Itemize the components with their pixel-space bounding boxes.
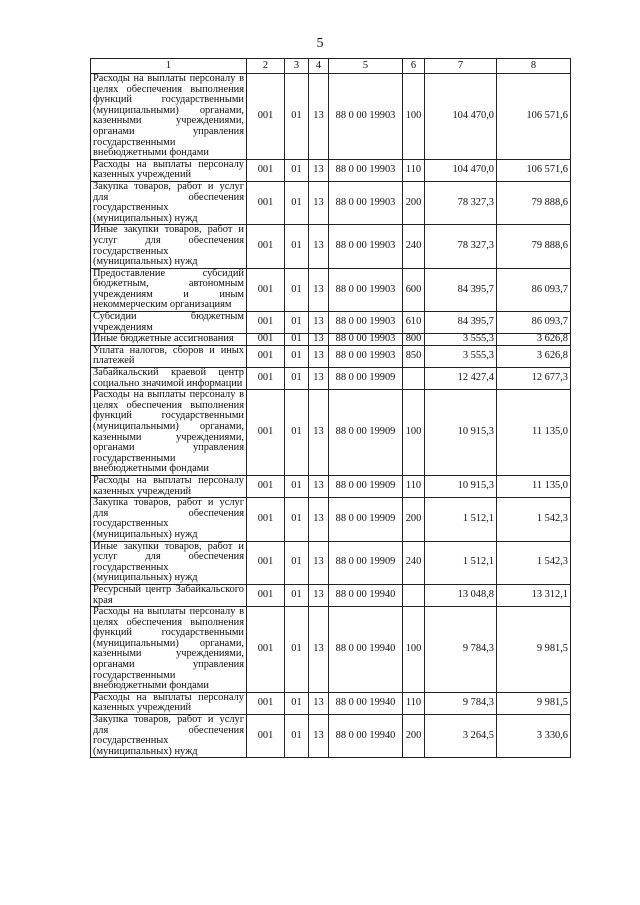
amount-year1-cell: 1 512,1 [425,498,497,541]
amount-year1-cell: 13 048,8 [425,584,497,606]
expense-type-cell: 610 [403,312,425,334]
target-article-cell: 88 0 00 19903 [329,74,403,160]
expense-type-cell: 100 [403,607,425,693]
ministry-code-cell: 001 [247,692,285,714]
table-row [91,345,571,367]
ministry-code-cell: 001 [247,607,285,693]
section-code-cell: 01 [285,607,309,693]
expense-type-cell: 110 [403,692,425,714]
section-code-cell: 01 [285,498,309,541]
expense-name-cell: Расходы на выплаты персоналу в целях обеспечения выполнения функций государственными (муниципальными) органами, казенными учреждениями, органами управления государственными внебюджетными фондами [91,74,247,160]
amount-year2-cell: 1 542,3 [497,498,571,541]
header-cell-6: 6 [403,59,425,74]
target-article-cell: 88 0 00 19903 [329,159,403,181]
expense-type-cell [403,584,425,606]
subsection-code-cell: 13 [309,390,329,476]
target-article-cell: 88 0 00 19903 [329,312,403,334]
page-number: 5 [316,36,324,51]
header-cell-7: 7 [425,59,497,74]
table-row [91,475,571,497]
expense-name-cell: Закупка товаров, работ и услуг для обеспечения государственных (муниципальных) нужд [91,715,247,758]
expense-name-cell: Закупка товаров, работ и услуг для обеспечения государственных (муниципальных) нужд [91,498,247,541]
subsection-code-cell: 13 [309,268,329,311]
amount-year1-cell: 104 470,0 [425,74,497,160]
expense-name-cell: Расходы на выплаты персоналу казенных учреждений [91,159,247,181]
target-article-cell: 88 0 00 19940 [329,715,403,758]
subsection-code-cell: 13 [309,345,329,367]
expense-name-cell: Расходы на выплаты персоналу в целях обеспечения выполнения функций государственными (муниципальными) органами, казенными учреждениями, органами управления государственными внебюджетными фондами [91,390,247,476]
target-article-cell: 88 0 00 19909 [329,368,403,390]
section-code-cell: 01 [285,368,309,390]
expense-type-cell: 800 [403,334,425,346]
header-cell-2: 2 [247,59,285,74]
header-cell-4: 4 [309,59,329,74]
ministry-code-cell: 001 [247,312,285,334]
target-article-cell: 88 0 00 19909 [329,475,403,497]
target-article-cell: 88 0 00 19909 [329,498,403,541]
section-code-cell: 01 [285,334,309,346]
section-code-cell: 01 [285,225,309,268]
expense-name-cell: Ресурсный центр Забайкальского края [91,584,247,606]
subsection-code-cell: 13 [309,181,329,224]
ministry-code-cell: 001 [247,181,285,224]
expense-type-cell: 200 [403,498,425,541]
amount-year2-cell: 3 626,8 [497,345,571,367]
amount-year2-cell: 1 542,3 [497,541,571,584]
header-cell-8: 8 [497,59,571,74]
header-cell-1: 1 [91,59,247,74]
table-row [91,607,571,693]
target-article-cell: 88 0 00 19909 [329,390,403,476]
amount-year2-cell: 86 093,7 [497,268,571,311]
expense-name-cell: Иные закупки товаров, работ и услуг для обеспечения государственных (муниципальных) нужд [91,541,247,584]
amount-year2-cell: 106 571,6 [497,159,571,181]
table-row [91,181,571,224]
table-row [91,368,571,390]
target-article-cell: 88 0 00 19940 [329,584,403,606]
amount-year2-cell: 106 571,6 [497,74,571,160]
expense-type-cell: 200 [403,181,425,224]
amount-year1-cell: 3 264,5 [425,715,497,758]
subsection-code-cell: 13 [309,498,329,541]
expense-name-cell: Закупка товаров, работ и услуг для обеспечения государственных (муниципальных) нужд [91,181,247,224]
ministry-code-cell: 001 [247,584,285,606]
table-row [91,584,571,606]
section-code-cell: 01 [285,475,309,497]
amount-year1-cell: 9 784,3 [425,692,497,714]
section-code-cell: 01 [285,390,309,476]
amount-year2-cell: 3 330,6 [497,715,571,758]
expense-type-cell: 200 [403,715,425,758]
section-code-cell: 01 [285,74,309,160]
section-code-cell: 01 [285,692,309,714]
subsection-code-cell: 13 [309,475,329,497]
amount-year1-cell: 9 784,3 [425,607,497,693]
amount-year2-cell: 9 981,5 [497,607,571,693]
table-row [91,498,571,541]
target-article-cell: 88 0 00 19903 [329,181,403,224]
target-article-cell: 88 0 00 19940 [329,692,403,714]
ministry-code-cell: 001 [247,498,285,541]
table-row [91,334,571,346]
amount-year2-cell: 12 677,3 [497,368,571,390]
table-row [91,541,571,584]
expense-name-cell: Уплата налогов, сборов и иных платежей [91,345,247,367]
section-code-cell: 01 [285,541,309,584]
amount-year2-cell: 79 888,6 [497,225,571,268]
amount-year1-cell: 3 555,3 [425,334,497,346]
expense-name-cell: Расходы на выплаты персоналу в целях обеспечения выполнения функций государственными (муниципальными) органами, казенными учреждениями, органами управления государственными внебюджетными фондами [91,607,247,693]
subsection-code-cell: 13 [309,312,329,334]
expense-name-cell: Предоставление субсидий бюджетным, автономным учреждениям и иным некоммерческим организациям [91,268,247,311]
expense-type-cell: 850 [403,345,425,367]
expense-type-cell: 240 [403,541,425,584]
expense-name-cell: Иные закупки товаров, работ и услуг для обеспечения государственных (муниципальных) нужд [91,225,247,268]
expense-name-cell: Расходы на выплаты персоналу казенных учреждений [91,692,247,714]
subsection-code-cell: 13 [309,715,329,758]
amount-year1-cell: 104 470,0 [425,159,497,181]
amount-year2-cell: 79 888,6 [497,181,571,224]
amount-year2-cell: 13 312,1 [497,584,571,606]
target-article-cell: 88 0 00 19940 [329,607,403,693]
expense-name-cell: Забайкальский краевой центр социально значимой информации [91,368,247,390]
expense-name-cell: Иные бюджетные ассигнования [91,334,247,346]
amount-year1-cell: 1 512,1 [425,541,497,584]
expense-type-cell: 600 [403,268,425,311]
subsection-code-cell: 13 [309,541,329,584]
section-code-cell: 01 [285,312,309,334]
table-row [91,159,571,181]
target-article-cell: 88 0 00 19909 [329,541,403,584]
ministry-code-cell: 001 [247,475,285,497]
table-row [91,715,571,758]
amount-year1-cell: 84 395,7 [425,268,497,311]
ministry-code-cell: 001 [247,541,285,584]
subsection-code-cell: 13 [309,584,329,606]
ministry-code-cell: 001 [247,159,285,181]
table-row [91,390,571,476]
amount-year1-cell: 3 555,3 [425,345,497,367]
ministry-code-cell: 001 [247,268,285,311]
subsection-code-cell: 13 [309,692,329,714]
section-code-cell: 01 [285,584,309,606]
table-row [91,312,571,334]
table-row [91,268,571,311]
subsection-code-cell: 13 [309,159,329,181]
table-body [91,74,571,758]
amount-year2-cell: 86 093,7 [497,312,571,334]
table-row [91,74,571,160]
section-code-cell: 01 [285,345,309,367]
expense-type-cell: 240 [403,225,425,268]
ministry-code-cell: 001 [247,390,285,476]
expense-type-cell: 100 [403,390,425,476]
target-article-cell: 88 0 00 19903 [329,268,403,311]
amount-year2-cell: 3 626,8 [497,334,571,346]
expense-name-cell: Субсидии бюджетным учреждениям [91,312,247,334]
expense-name-cell: Расходы на выплаты персоналу казенных учреждений [91,475,247,497]
header-cell-3: 3 [285,59,309,74]
amount-year1-cell: 84 395,7 [425,312,497,334]
expense-type-cell [403,368,425,390]
target-article-cell: 88 0 00 19903 [329,345,403,367]
amount-year2-cell: 11 135,0 [497,475,571,497]
ministry-code-cell: 001 [247,334,285,346]
expense-type-cell: 100 [403,74,425,160]
amount-year1-cell: 78 327,3 [425,181,497,224]
section-code-cell: 01 [285,159,309,181]
expense-type-cell: 110 [403,159,425,181]
header-row [91,59,571,74]
ministry-code-cell: 001 [247,715,285,758]
ministry-code-cell: 001 [247,225,285,268]
amount-year2-cell: 11 135,0 [497,390,571,476]
subsection-code-cell: 13 [309,225,329,268]
subsection-code-cell: 13 [309,607,329,693]
subsection-code-cell: 13 [309,368,329,390]
budget-table [90,58,571,758]
section-code-cell: 01 [285,715,309,758]
ministry-code-cell: 001 [247,368,285,390]
section-code-cell: 01 [285,181,309,224]
expense-type-cell: 110 [403,475,425,497]
table-row [91,692,571,714]
table-row [91,225,571,268]
target-article-cell: 88 0 00 19903 [329,225,403,268]
subsection-code-cell: 13 [309,334,329,346]
header-cell-5: 5 [329,59,403,74]
ministry-code-cell: 001 [247,74,285,160]
amount-year1-cell: 78 327,3 [425,225,497,268]
target-article-cell: 88 0 00 19903 [329,334,403,346]
ministry-code-cell: 001 [247,345,285,367]
amount-year1-cell: 12 427,4 [425,368,497,390]
section-code-cell: 01 [285,268,309,311]
amount-year1-cell: 10 915,3 [425,390,497,476]
amount-year1-cell: 10 915,3 [425,475,497,497]
subsection-code-cell: 13 [309,74,329,160]
amount-year2-cell: 9 981,5 [497,692,571,714]
